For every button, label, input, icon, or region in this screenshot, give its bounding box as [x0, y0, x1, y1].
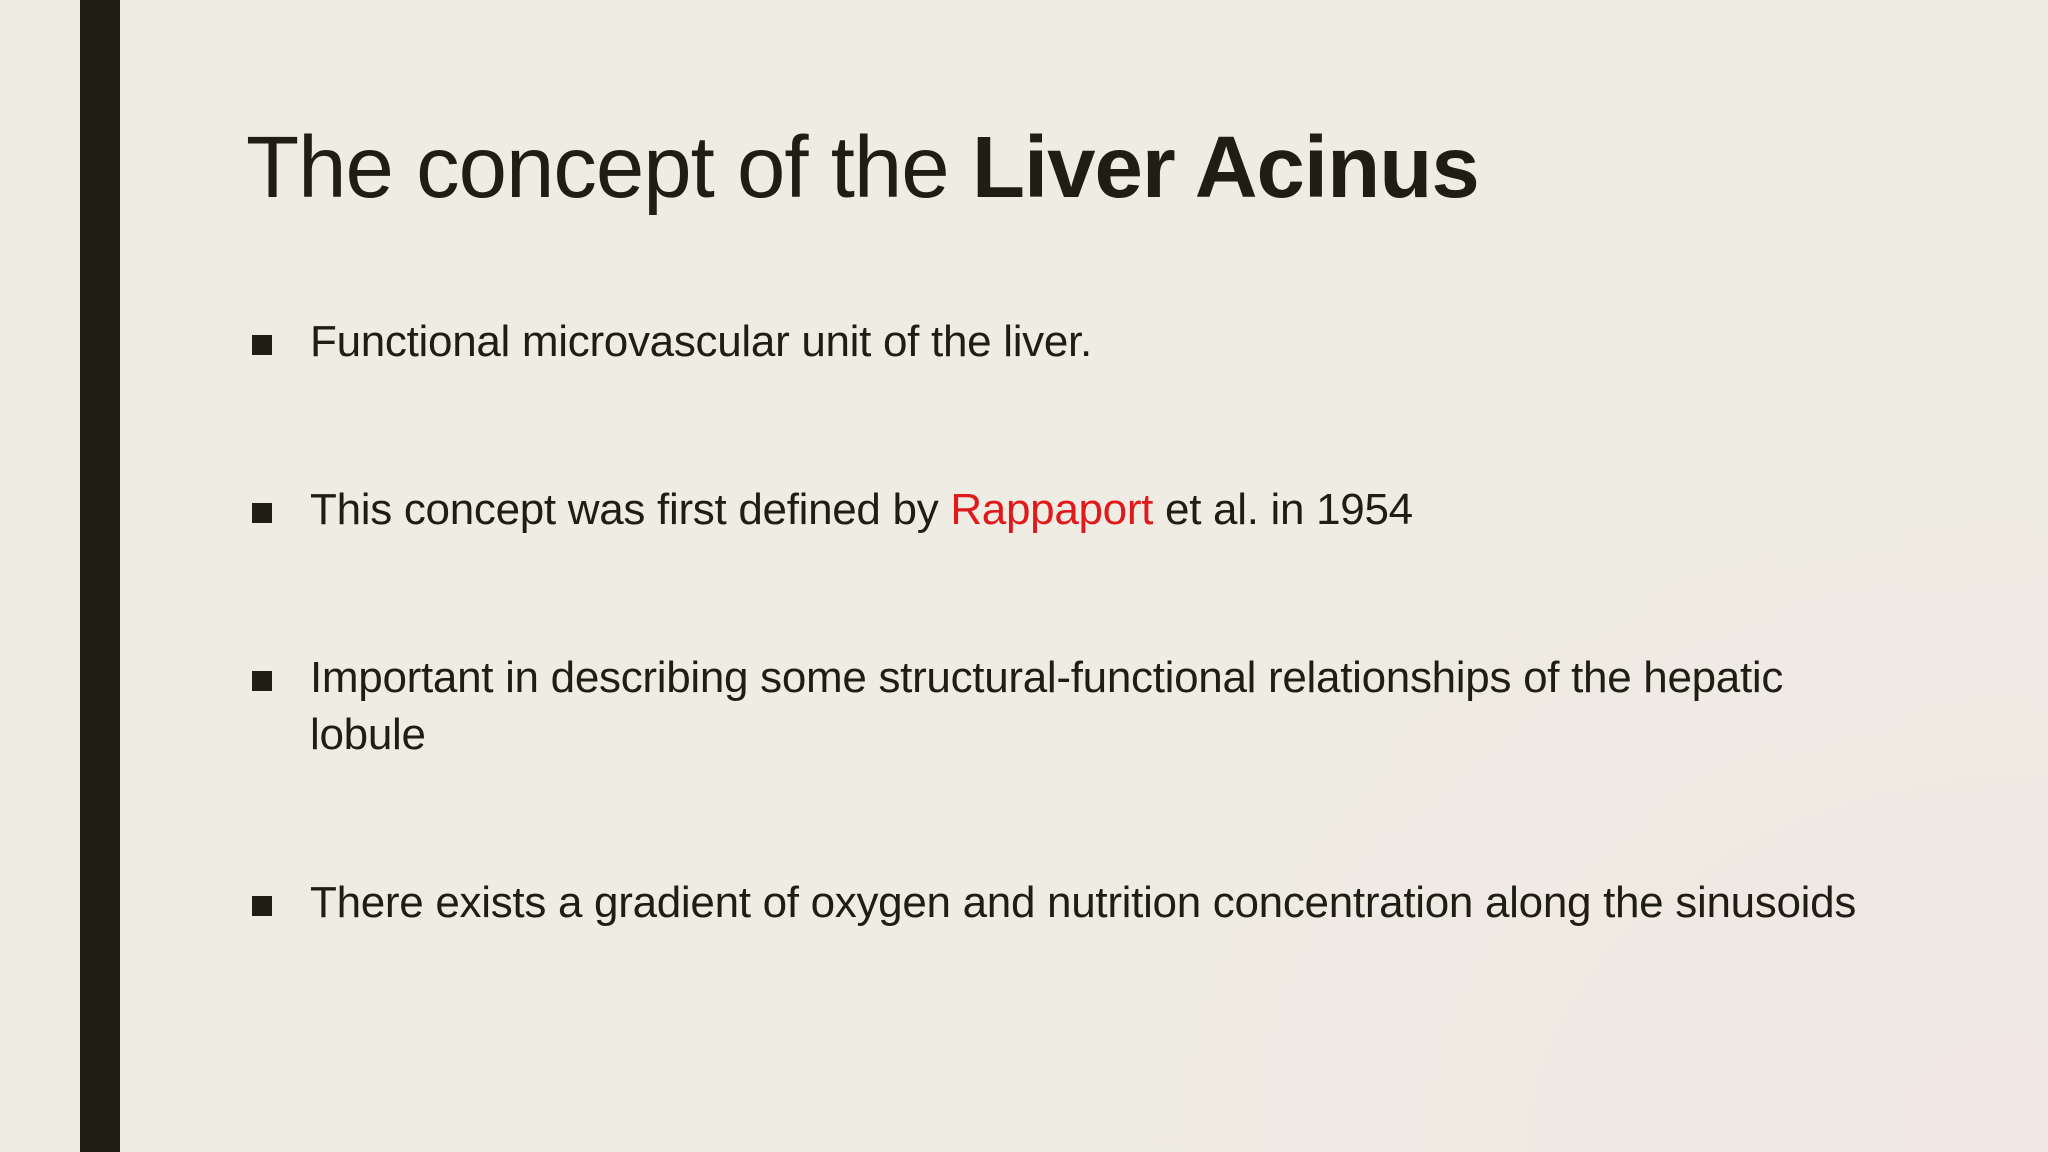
title-bold-text: Liver Acinus [971, 119, 1479, 216]
bullet-text [310, 481, 1886, 538]
bullet-item [246, 481, 1886, 538]
bullet-text: Functional microvascular unit of the liver. [310, 317, 1092, 366]
bullet-item [246, 313, 1886, 370]
square-bullet-icon [252, 671, 272, 691]
square-bullet-icon [252, 335, 272, 355]
highlighted-name: Rappaport [950, 485, 1154, 534]
bullet-text-before: This concept was first defined by [310, 485, 951, 534]
bullet-text: Important in describing some structural-functional relationships of the hepatic lobule [310, 653, 1784, 759]
title-normal-text: The concept of the [246, 119, 972, 216]
bullet-text-after: et al. in 1954 [1153, 485, 1413, 534]
bullet-item [246, 649, 1886, 763]
square-bullet-icon [252, 503, 272, 523]
bullet-item [246, 874, 1886, 931]
bullet-text: There exists a gradient of oxygen and nutrition concentration along the sinusoids [310, 878, 1857, 927]
square-bullet-icon [252, 896, 272, 916]
slide-title [246, 116, 1479, 220]
side-accent-bar [80, 0, 120, 1152]
